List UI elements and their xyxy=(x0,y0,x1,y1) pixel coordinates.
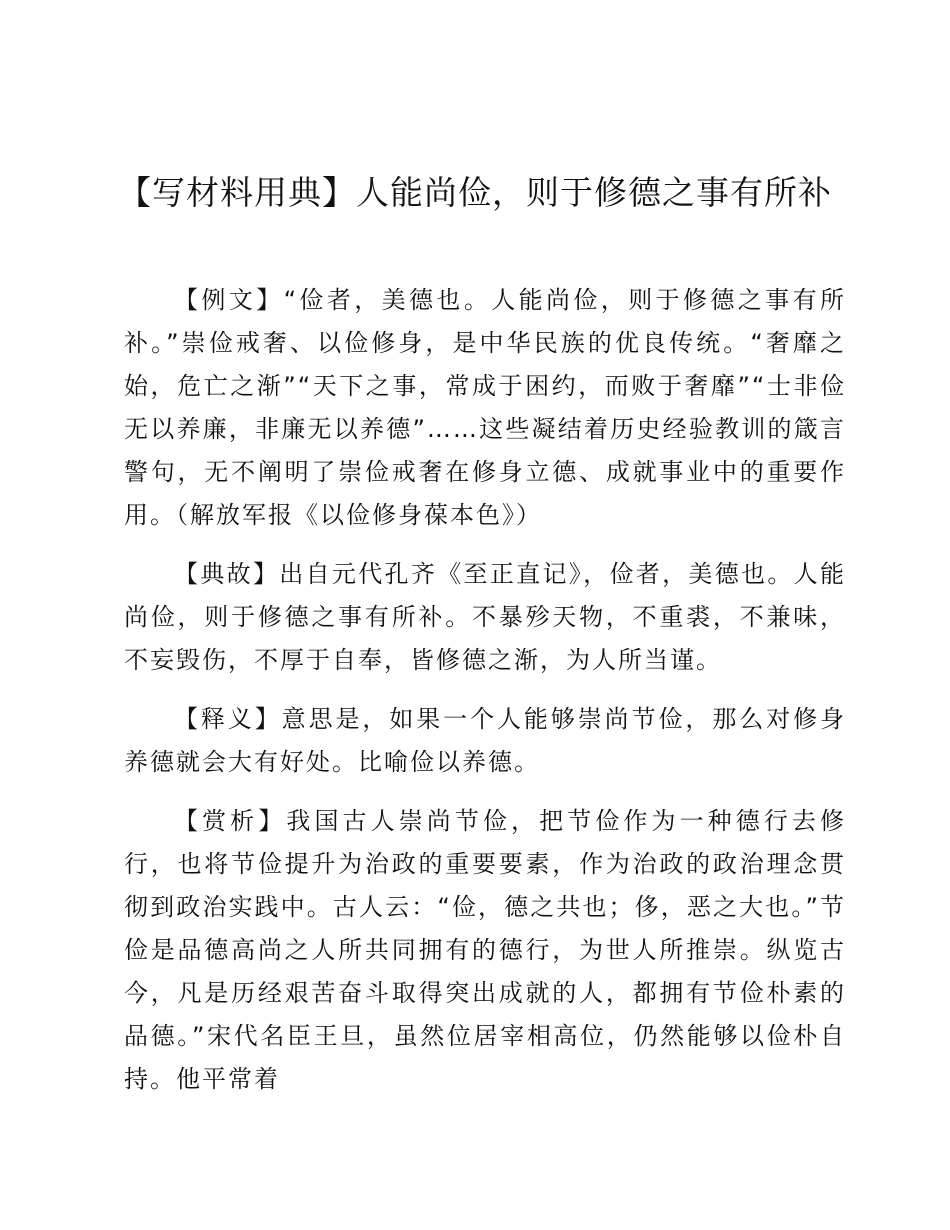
paragraph-text: 我国古人崇尚节俭，把节俭作为一种德行去修行，也将节俭提升为治政的重要要素，作为治政的政治理念贯彻到政治实践中。古人云：“俭，德之共也；侈，恶之大也。”节俭是品德高尚之人所共同拥有的德行，为世人所推崇。纵览古今，凡是历经艰苦奋斗取得突出成就的人，都拥有节俭朴素的品德。”宋代名臣王旦，虽然位居宰相高位，仍然能够以俭朴自持。他平常着 xyxy=(124,807,847,1093)
paragraph-allusion xyxy=(124,553,846,682)
paragraph-meaning xyxy=(124,698,846,784)
paragraph-appreciation xyxy=(124,800,846,1101)
paragraph-label: 【释义】 xyxy=(174,705,282,733)
paragraph-text: “俭者，美德也。人能尚俭，则于修德之事有所补。”崇俭戒奢、以俭修身，是中华民族的优良传统。“奢靡之始，危亡之渐”“天下之事，常成于困约，而败于奢靡”“士非俭无以养廉，非廉无以养德”……这些凝结着历史经验教训的箴言警句，无不阐明了崇俭戒奢在修身立德、成就事业中的重要作用。（解放军报《以俭修身葆本色》） xyxy=(124,286,846,529)
paragraph-label: 【例文】 xyxy=(174,286,284,314)
document-title: 【写材料用典】人能尚俭，则于修德之事有所补 xyxy=(118,173,832,212)
paragraph-text: 意思是，如果一个人能够崇尚节俭，那么对修身养德就会大有好处。比喻俭以养德。 xyxy=(124,705,847,776)
paragraph-label: 【典故】 xyxy=(174,560,280,588)
paragraph-label: 【赏析】 xyxy=(174,807,287,835)
document-body xyxy=(124,279,846,1117)
paragraph-example xyxy=(124,279,846,537)
paragraph-text: 出自元代孔齐《至正直记》，俭者，美德也。人能尚俭，则于修德之事有所补。不暴殄天物，不重裘，不兼味，不妄毁伤，不厚于自奉，皆修德之渐，为人所当谨。 xyxy=(124,560,846,674)
